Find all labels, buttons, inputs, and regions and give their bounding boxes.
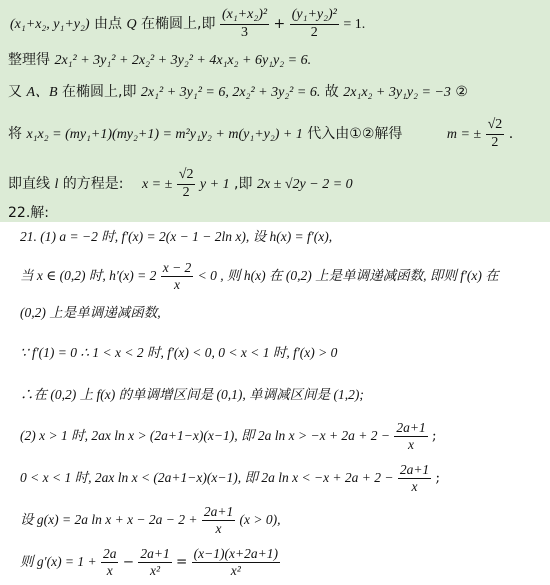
line-h-derivative [20,254,499,298]
line-part2-x-gt-1: (2) x > 1 时, 2ax ln x > (2a+1−x)(x−1), 即 2a ln x > −x + 2a + 2 − $\frac{2a+1}{x}$ ; [20,420,437,452]
text-fangcheng: 的方程是: [62,176,124,192]
equation-expanded: 2x₁² + 3y₁² + 2x₂² + 3y₂² + 4x₁x₂ + 6y₁y₂ = 6. [54,53,312,68]
point-coords: (x₁+x₂, y₁+y₂) [10,17,90,32]
circled-two: ② [455,84,468,100]
lower-solution-panel [0,222,550,585]
fraction-sqrt2-over-2: $\frac{√2}{2}$ [487,117,503,150]
text-on-ellipse-2: 在椭圆上,即 [62,84,137,100]
fraction-2a-plus-1-over-x-b: $\frac{2a+1}{x}$ [399,462,430,494]
text-ji: ,即 [234,176,253,192]
line-substitute [8,112,513,156]
fraction-2a-plus-1-over-x: $\frac{2a+1}{x}$ [396,420,426,452]
problem-22-heading: 22.解: [8,205,49,221]
points-ab: A、B [26,85,58,100]
text-on-ellipse: 在椭圆上,即 [141,16,216,32]
fraction-2a-over-x: $\frac{2a}{x}$ [102,546,117,578]
line-g-derivative: 则 g′(x) = 1 + $\frac{2a}{x}$ − $\frac{2a+1}{\text{x²}}$ = $\frac{(x-1)(x+2a+1)}{\text{x²}}$ [20,546,278,578]
text-youdian: 由点 [94,16,122,32]
line-monotonic-intervals: ∴在 (0,2) 上 f(x) 的单调增区间是 (0,1), 单调减区间是 (1,2); [20,387,364,402]
period: . [508,126,514,142]
line-define-g: 设 g(x) = 2a ln x + x − 2a − 2 + $\frac{2a+1}{x}$ (x > 0), [20,504,281,536]
upper-solution-panel [0,0,550,222]
fraction-2a-plus-1-over-x-squared: $\frac{2a+1}{\text{x²}}$ [140,546,170,578]
line-point-q [10,4,365,44]
text-jizhixian: 即直线 [8,176,50,192]
y-plus-one: y + 1 [199,177,230,192]
equation-two: 2x₁x₂ + 3y₁y₂ = −3 [343,85,451,100]
text-gu: 故 [324,84,339,100]
line-part1-intro: 21. (1) a = −2 时, f′(x) = 2(x − 1 − 2ln x), 设 h(x) = f′(x), [20,229,333,244]
line-equation-of-l [8,162,353,206]
fraction-sqrt2-over-2-b: $\frac{√2}{2}$ [178,167,194,200]
fraction-x-sum: $\frac{\text{(x₁+x₂)²}}{3}$ [221,7,268,40]
m-value-prefix: m = ± [446,127,482,142]
line-ab-on-ellipse [8,80,468,104]
plus-sign: + [273,16,286,32]
final-line-equation: 2x ± √2y − 2 = 0 [256,177,353,192]
equation-ab: 2x₁² + 3y₁² = 6, 2x₂² + 3y₂² = 6. [140,85,321,100]
equation-x1x2: x₁x₂ = (my₁+1)(my₂+1) = m²y₁y₂ + m(y₁+y₂) + 1 [26,127,303,142]
text-substitute-solve: 代入由①②解得 [307,126,403,142]
text-you: 又 [8,84,22,100]
text-zhengli: 整理得 [8,52,50,68]
line-f-prime-sign: ∵ f′(1) = 0 ∴ 1 < x < 2 时, f′(x) < 0, 0 < x < 1 时, f′(x) > 0 [20,345,338,360]
point-q-label: Q [126,17,137,32]
h-prime-suffix: < 0 , 则 h(x) 在 (0,2) 上是单调递减函数, 即则 f′(x) 在 [197,268,499,283]
x-equals: x = ± [141,177,173,192]
line-part2-x-lt-1: 0 < x < 1 时, 2ax ln x < (2a+1−x)(x−1), 即 2a ln x < −x + 2a + 2 − $\frac{2a+1}{x}$ ; [20,462,441,494]
fraction-g-prime-factored: $\frac{(x-1)(x+2a+1)}{\text{x²}}$ [193,546,278,578]
line-simplify [8,48,311,72]
line-f-prime-decreasing: (0,2) 上是单调递减函数, [20,305,161,320]
equals-one: = 1. [343,17,366,32]
text-jiang: 将 [8,126,22,142]
line-l-label: l [54,177,59,192]
fraction-2a-plus-1-over-x-c: $\frac{2a+1}{x}$ [203,504,234,536]
fraction-x-minus-2-over-x: $\frac{x - 2}{x}$ [162,260,192,292]
fraction-y-sum: $\frac{\text{(y₁+y₂)²}}{2}$ [291,7,337,40]
h-prime-prefix: 当 x ∈ (0,2) 时, h′(x) = 2 [20,268,157,283]
